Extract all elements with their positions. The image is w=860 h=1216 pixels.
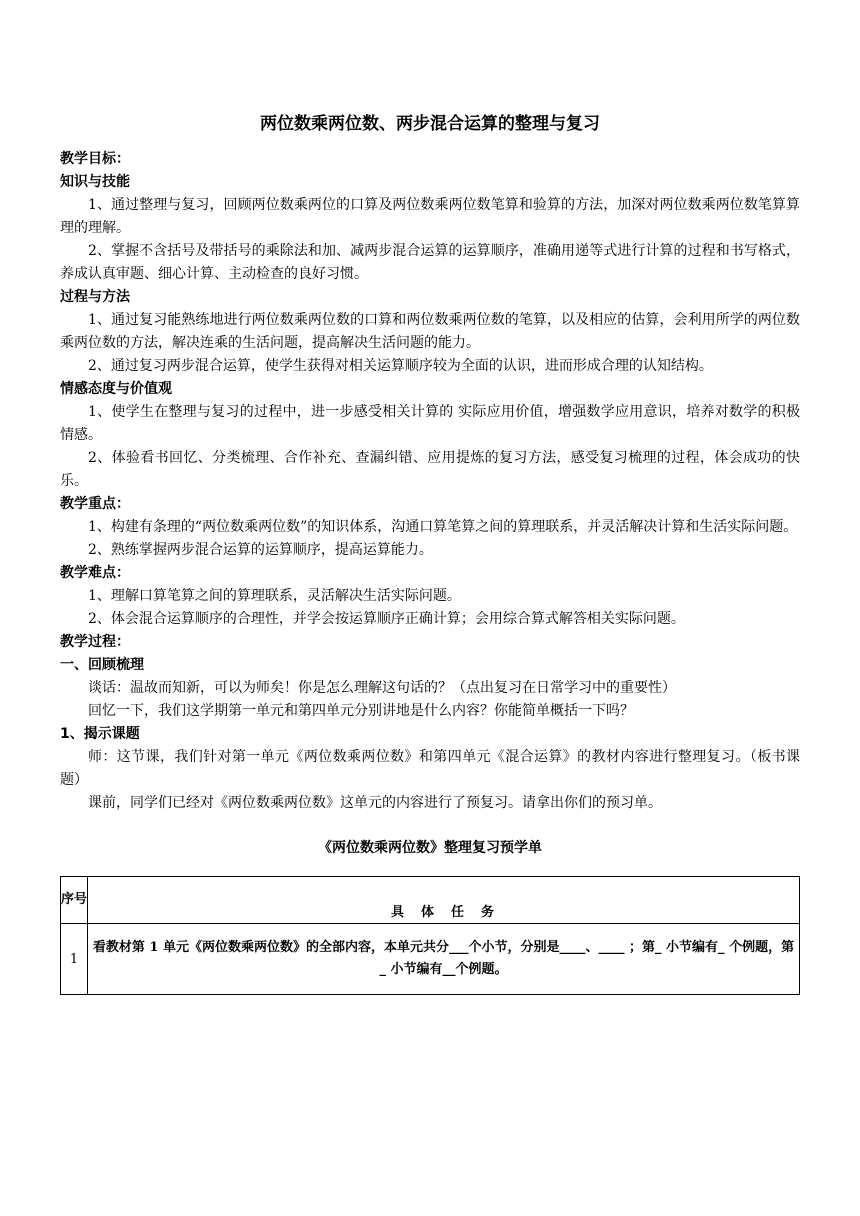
difficult-point-1: 1、理解口算笔算之间的算理联系，灵活解决生活实际问题。 xyxy=(88,588,461,604)
process-heading: 过程与方法 xyxy=(60,289,130,305)
key-point-1: 1、构建有条理的“两位数乘两位数”的知识体系，沟通口算笔算之间的算理联系，并灵活解决计算和生活实际问题。 xyxy=(88,519,798,535)
difficult-point-2: 2、体会混合运算顺序的合理性，并学会按运算顺序正确计算；会用综合算式解答相关实际问题。 xyxy=(88,611,685,627)
row-seq-cell: 1 xyxy=(61,924,88,995)
emotion-item-1: 1、使学生在整理与复习的过程中，进一步感受相关计算的 实际应用价值，增强数学应用意识，培养对数学的积极情感。 xyxy=(60,404,800,443)
knowledge-heading: 知识与技能 xyxy=(60,174,130,190)
row-task-cell: 看教材第 1 单元《两位数乘两位数》的全部内容，本单元共分___个小节，分别是____、____ ；第_ 小节编有_ 个例题，第_ 小节编有__个例题。 xyxy=(88,924,800,995)
task-header: 具 体 任 务 xyxy=(88,877,800,924)
document-page xyxy=(60,112,800,995)
topic-paragraph-1: 师：这节课，我们针对第一单元《两位数乘两位数》和第四单元《混合运算》的教材内容进行整理复习。（板书课题） xyxy=(60,749,800,788)
difficult-points-heading: 教学难点： xyxy=(60,565,130,581)
preview-task-table xyxy=(60,876,800,995)
topic-heading: 1、揭示课题 xyxy=(60,726,140,742)
process-item-2: 2、通过复习两步混合运算，使学生获得对相关运算顺序较为全面的认识，进而形成合理的认知结构。 xyxy=(88,358,713,374)
knowledge-item-2: 2、掌握不含括号及带括号的乘除法和加、减两步混合运算的运算顺序，准确用递等式进行计算的过程和书写格式，养成认真审题、细心计算、主动检查的良好习惯。 xyxy=(60,243,800,282)
table-row xyxy=(61,924,800,995)
key-point-2: 2、熟练掌握两步混合运算的运算顺序，提高运算能力。 xyxy=(88,542,433,558)
knowledge-item-1: 1、通过整理与复习，回顾两位数乘两位的口算及两位数乘两位数笔算和验算的方法，加深对两位数乘两位数笔算算理的理解。 xyxy=(60,197,800,236)
goals-heading: 教学目标： xyxy=(60,151,130,167)
key-points-heading: 教学重点： xyxy=(60,496,130,512)
document-title: 两位数乘两位数、两步混合运算的整理与复习 xyxy=(260,114,600,134)
table-header-row xyxy=(61,877,800,924)
section-review-heading: 一、回顾梳理 xyxy=(60,657,144,673)
process-item-1: 1、通过复习能熟练地进行两位数乘两位数的口算和两位数乘两位数的笔算，以及相应的估算，会利用所学的两位数乘两位数的方法，解决连乘的生活问题，提高解决生活问题的能力。 xyxy=(60,312,800,351)
review-paragraph-2: 回忆一下，我们这学期第一单元和第四单元分别讲地是什么内容？你能简单概括一下吗？ xyxy=(88,703,634,719)
topic-paragraph-2: 课前，同学们已经对《两位数乘两位数》这单元的内容进行了预复习。请拿出你们的预习单。 xyxy=(88,795,662,811)
seq-header: 序号 xyxy=(61,877,88,924)
teaching-process-heading: 教学过程： xyxy=(60,634,130,650)
emotion-heading: 情感态度与价值观 xyxy=(60,381,172,397)
emotion-item-2: 2、体验看书回忆、分类梳理、合作补充、查漏纠错、应用提炼的复习方法，感受复习梳理的过程，体会成功的快乐。 xyxy=(60,450,800,489)
review-paragraph-1: 谈话：温故而知新，可以为师矣！你是怎么理解这句话的？（点出复习在日常学习中的重要性） xyxy=(88,680,676,696)
preview-sheet-title: 《两位数乘两位数》整理复习预学单 xyxy=(318,840,542,856)
